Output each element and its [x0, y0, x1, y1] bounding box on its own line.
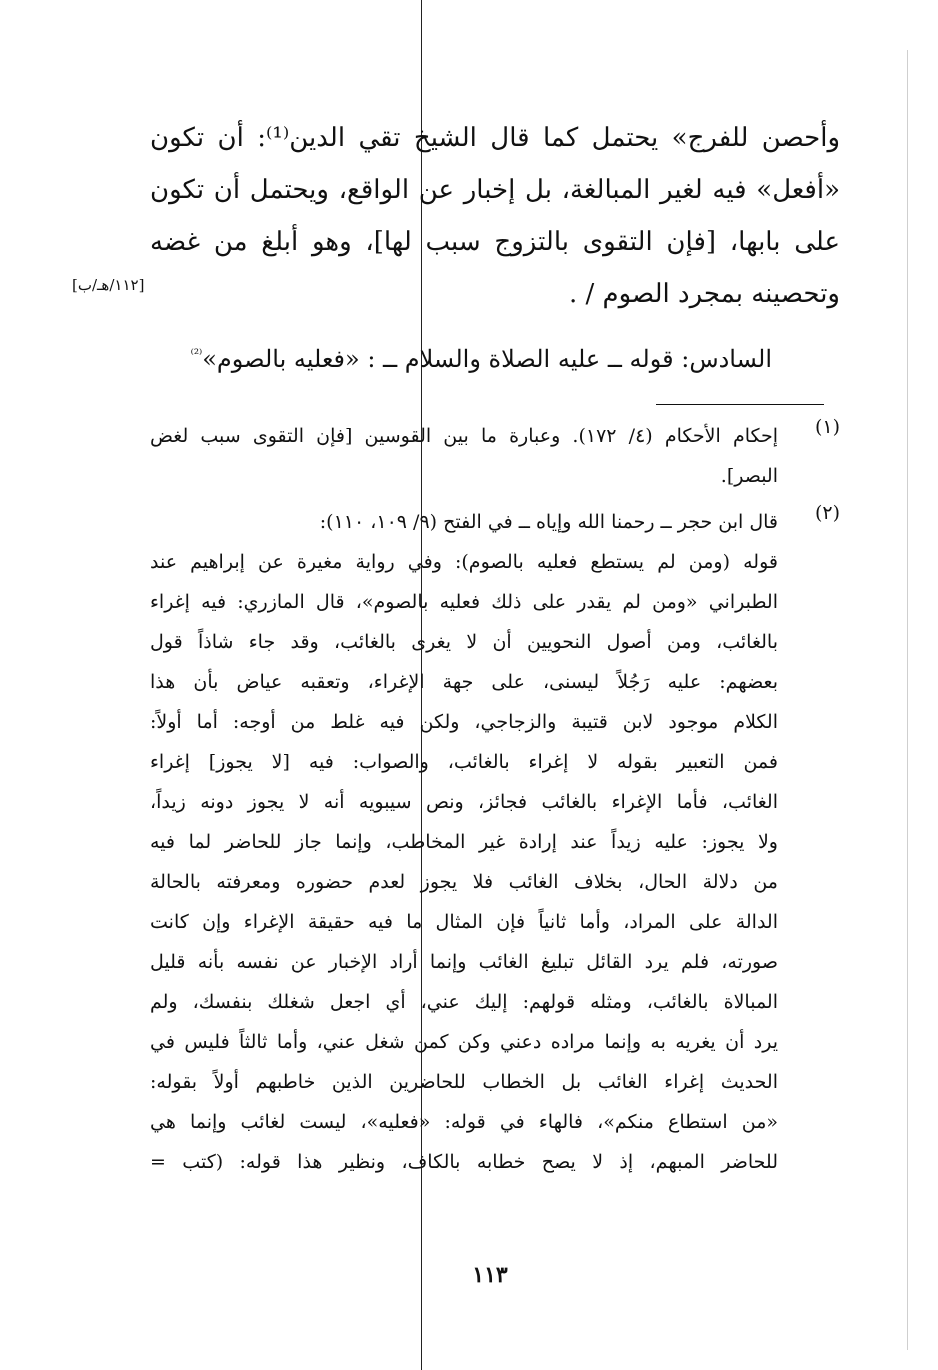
- footnote-2-line: «من استطاع منكم»، فالهاء في قوله: «فعليه»، ليست لغائب وإنما هي: [150, 1111, 778, 1133]
- heading-footnote-ref: ⁽²⁾: [190, 347, 203, 362]
- footnote-2-line: بعضهم: عليه رَجُلاً ليسنى، على جهة الإغراء، وتعقبه عياض بأن هذا: [150, 671, 778, 693]
- edge-hairline: [907, 50, 908, 1350]
- footnote-separator: [656, 404, 824, 405]
- footnote-1-line: إحكام الأحكام (٤/ ١٧٢). وعبارة ما بين القوسين [فإن التقوى سبب لغض: [150, 425, 779, 447]
- footnote-2-line: قوله (ومن لم يستطع فعليه بالصوم): وفي رواية مغيرة عن إبراهيم عند: [150, 551, 778, 573]
- main-line-4: وتحصينه بمجرد الصوم / .: [568, 279, 840, 309]
- footnote-2-line: الدالة على المراد، وأما ثانياً فإن المثال ما فيه حقيقة الإغراء وإن كانت: [150, 911, 778, 933]
- footnote-2-line: الغائب، فأما الإغراء بالغائب فجائز، ونص سيبويه أنه لا يجوز دونه زيداً،: [150, 791, 778, 813]
- footnote-2-line: المبالاة بالغائب، ومثله قولهم: إليك عني، أي اجعل شغلك بنفسك، ولم: [150, 991, 778, 1013]
- footnote-2-line: بالغائب، ومن أصول النحويين أن لا يغرى بالغائب، وقد جاء شاذاً قول: [150, 631, 778, 653]
- footnote-2-line: الطبراني «ومن لم يقدر على ذلك فعليه بالصوم»، قال المازري: فيه إغراء: [150, 591, 778, 613]
- footnote-2-number: (٢): [814, 502, 840, 524]
- section-heading: [150, 330, 772, 384]
- footnote-1-number: (١): [814, 416, 840, 438]
- footnote-2-line: الحديث إغراء الغائب بل الخطاب للحاضرين الذين خاطبهم أولاً بقوله:: [150, 1071, 778, 1093]
- footnote-2: [150, 502, 840, 1182]
- footnote-1-line: البصر].: [720, 465, 778, 487]
- footnote-2-line: يرد أن يغريه به وإنما مراده دعني وكن كمن شغل عني، وأما ثالثاً فليس في: [150, 1031, 778, 1053]
- footnote-2-line: للحاضر المبهم، إذ لا يصح خطابه بالكاف، ونظير هذا قوله: (كتب =: [150, 1151, 778, 1173]
- footnote-2-line: قال ابن حجر ــ رحمنا الله وإياه ــ في الفتح (٩/ ١٠٩، ١١٠):: [319, 511, 778, 533]
- footnote-2-line: صورته، فلم يرد القائل تبليغ الغائب وإنما أراد الإخبار عن نفسه بأنه قليل: [150, 951, 778, 973]
- margin-folio-note: [١١٢/هـ/ب]: [72, 276, 145, 294]
- footnote-1: [150, 416, 840, 496]
- main-line-1: وأحصن للفرج» يحتمل كما قال الشيخ تقي الدين⁽¹⁾: أن تكون: [150, 123, 840, 153]
- main-text: [150, 112, 840, 320]
- page-number: ١١٣: [472, 1262, 508, 1288]
- main-line-2: «أفعل» فيه لغير المبالغة، بل إخبار عن الواقع، ويحتمل أن تكون: [150, 175, 840, 205]
- footnote-2-line: الكلام موجود لابن قتيبة والزجاجي، ولكن فيه غلط من أوجه: أما أولاً:: [150, 711, 778, 733]
- heading-text: السادس: قوله ــ عليه الصلاة والسلام ــ : «فعليه بالصوم»: [202, 345, 772, 373]
- footnote-2-line: من دلالة الحال، بخلاف الغائب فلا يجوز لعدم حضوره ومعرفته بالحالة: [150, 871, 778, 893]
- footnote-2-line: فمن التعبير بقوله لا إغراء بالغائب، والصواب: فيه [لا يجوز] إغراء: [150, 751, 778, 773]
- footnote-2-line: ولا يجوز: عليه زيداً عند إرادة غير المخاطب، وإنما جاز للحاضر لما فيه: [150, 831, 778, 853]
- main-line-3: على بابها، [فإن التقوى بالتزوج سبب لها]، وهو أبلغ من غضه: [150, 227, 840, 257]
